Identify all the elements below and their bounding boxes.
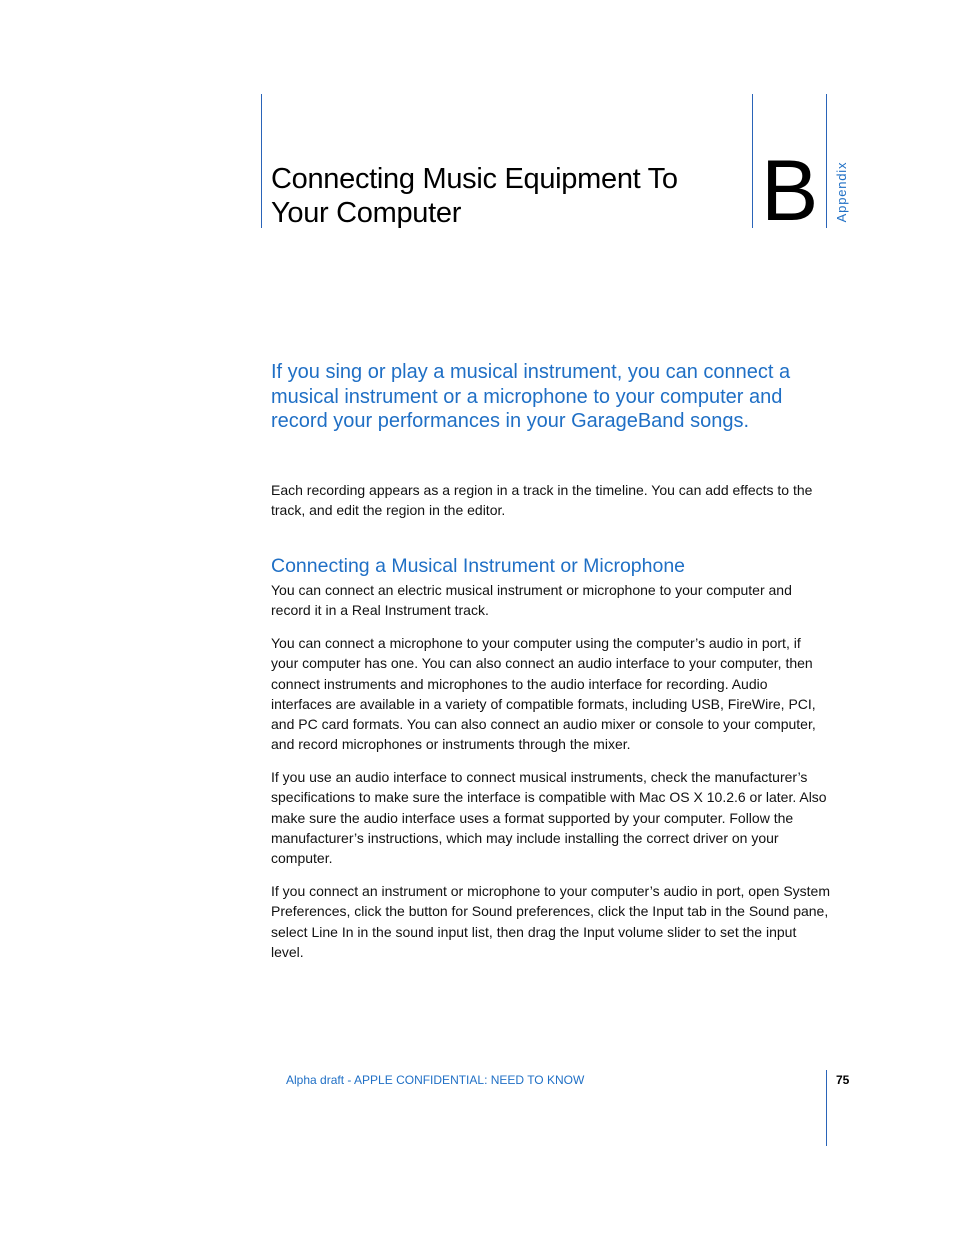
section-paragraph: If you connect an instrument or microphone to your computer’s audio in port, open System Preferences, click the button for Sound preferences, click the Input tab in the Sound pane, select Line In in the sound input list, then drag the Input volume slider to set the input level. (271, 883, 831, 960)
appendix-label: Appendix (834, 161, 849, 223)
chapter-rule-right (826, 94, 827, 228)
footer-confidential-text: Alpha draft - APPLE CONFIDENTIAL: NEED TO KNOW (286, 1073, 585, 1087)
footer-rule (826, 1070, 827, 1146)
section-paragraph: You can connect a microphone to your computer using the computer’s audio in port, if your computer has one. You can also connect an audio interface to your computer, then connect instruments and microphones to the audio interface for recording. Audio interfaces are available in a variety of compatible formats, including USB, FireWire, PCI, and PC card formats. You can also connect an audio mixer or console to your computer, and record microphones or instruments through the mixer. (271, 635, 816, 753)
section-paragraph: If you use an audio interface to connect musical instruments, check the manufacturer’s specifications to make sure the interface is compatible with Mac OS X 10.2.6 or later. Also make sure the audio interface uses a format supported by your computer. Follow the manufacturer’s instructions, which may include installing the correct driver on your computer. (271, 769, 827, 867)
page-number: 75 (836, 1073, 850, 1087)
chapter-rule-left (261, 94, 262, 228)
chapter-letter: B (761, 143, 819, 239)
intro-paragraph: If you sing or play a musical instrument, you can connect a musical instrument or a microphone to your computer and record your performances in your GarageBand songs. (271, 361, 791, 433)
section-paragraph: You can connect an electric musical instrument or microphone to your computer and record it in a Real Instrument track. (271, 582, 792, 619)
section-heading: Connecting a Musical Instrument or Microphone (271, 555, 686, 577)
body-paragraph: Each recording appears as a region in a track in the timeline. You can add effects to the track, and edit the region in the editor. (271, 482, 813, 519)
chapter-rule-letter (752, 94, 753, 228)
chapter-title: Connecting Music Equipment To Your Computer (271, 163, 678, 229)
